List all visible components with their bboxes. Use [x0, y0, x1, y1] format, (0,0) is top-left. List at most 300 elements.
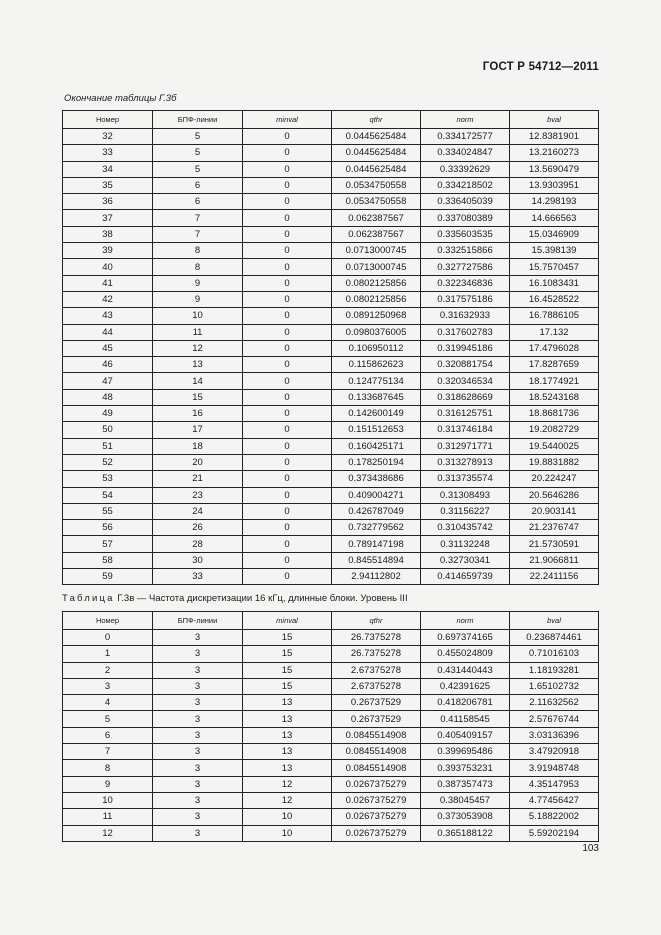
cell-bval: 15.0346909 — [510, 226, 599, 242]
cell-minval: 0 — [243, 243, 332, 259]
cell-minval: 0 — [243, 552, 332, 568]
table-row — [63, 536, 599, 552]
cell-minval: 0 — [243, 226, 332, 242]
cell-number: 1 — [63, 646, 153, 662]
table-row — [63, 406, 599, 422]
cell-qthr: 0.426787049 — [332, 503, 421, 519]
cell-fft-lines: 13 — [153, 357, 243, 373]
cell-norm: 0.319945186 — [421, 340, 510, 356]
cell-norm: 0.327727586 — [421, 259, 510, 275]
cell-minval: 15 — [243, 630, 332, 646]
cell-qthr: 0.0534750558 — [332, 177, 421, 193]
cell-fft-lines: 3 — [153, 776, 243, 792]
cell-bval: 20.5646286 — [510, 487, 599, 503]
cell-norm: 0.32730341 — [421, 552, 510, 568]
cell-fft-lines: 9 — [153, 291, 243, 307]
cell-norm: 0.405409157 — [421, 727, 510, 743]
cell-norm: 0.313735574 — [421, 471, 510, 487]
table-row — [63, 194, 599, 210]
cell-fft-lines: 6 — [153, 177, 243, 193]
cell-bval: 15.398139 — [510, 243, 599, 259]
cell-bval: 2.57676744 — [510, 711, 599, 727]
cell-number: 43 — [63, 308, 153, 324]
table-row — [63, 503, 599, 519]
cell-norm: 0.365188122 — [421, 825, 510, 841]
cell-bval: 15.7570457 — [510, 259, 599, 275]
table2-caption-text: Г.3в — Частота дискретизации 16 кГц, длинные блоки. Уровень III — [114, 593, 408, 604]
table-header-row — [63, 612, 599, 630]
col-header-number: Номер — [63, 612, 153, 630]
cell-bval: 17.8287659 — [510, 357, 599, 373]
cell-fft-lines: 30 — [153, 552, 243, 568]
cell-minval: 13 — [243, 695, 332, 711]
cell-minval: 15 — [243, 646, 332, 662]
cell-fft-lines: 14 — [153, 373, 243, 389]
cell-number: 9 — [63, 776, 153, 792]
cell-qthr: 0.0713000745 — [332, 243, 421, 259]
cell-bval: 20.903141 — [510, 503, 599, 519]
cell-fft-lines: 7 — [153, 226, 243, 242]
cell-bval: 16.4528522 — [510, 291, 599, 307]
table-row — [63, 825, 599, 841]
col-header-fft-lines: БПФ-линии — [153, 612, 243, 630]
cell-number: 35 — [63, 177, 153, 193]
table-row — [63, 569, 599, 585]
cell-bval: 21.9066811 — [510, 552, 599, 568]
cell-norm: 0.318628669 — [421, 389, 510, 405]
cell-minval: 13 — [243, 760, 332, 776]
col-header-qthr: qthr — [332, 612, 421, 630]
cell-number: 53 — [63, 471, 153, 487]
cell-minval: 0 — [243, 357, 332, 373]
cell-qthr: 0.106950112 — [332, 340, 421, 356]
table-row — [63, 389, 599, 405]
cell-number: 6 — [63, 727, 153, 743]
cell-minval: 10 — [243, 809, 332, 825]
cell-minval: 13 — [243, 711, 332, 727]
cell-minval: 0 — [243, 422, 332, 438]
cell-fft-lines: 3 — [153, 695, 243, 711]
cell-minval: 13 — [243, 744, 332, 760]
cell-bval: 3.03136396 — [510, 727, 599, 743]
table-row — [63, 226, 599, 242]
cell-qthr: 0.0534750558 — [332, 194, 421, 210]
cell-bval: 14.298193 — [510, 194, 599, 210]
cell-fft-lines: 18 — [153, 438, 243, 454]
cell-bval: 0.236874461 — [510, 630, 599, 646]
cell-bval: 13.2160273 — [510, 145, 599, 161]
cell-number: 47 — [63, 373, 153, 389]
page-number: 103 — [582, 843, 599, 854]
cell-qthr: 0.0713000745 — [332, 259, 421, 275]
cell-minval: 0 — [243, 194, 332, 210]
cell-fft-lines: 26 — [153, 520, 243, 536]
cell-norm: 0.31308493 — [421, 487, 510, 503]
cell-bval: 20.224247 — [510, 471, 599, 487]
cell-bval: 19.2082729 — [510, 422, 599, 438]
cell-minval: 0 — [243, 324, 332, 340]
cell-fft-lines: 28 — [153, 536, 243, 552]
cell-norm: 0.455024809 — [421, 646, 510, 662]
cell-bval: 16.7886105 — [510, 308, 599, 324]
table-row — [63, 776, 599, 792]
cell-qthr: 0.0802125856 — [332, 275, 421, 291]
cell-number: 34 — [63, 161, 153, 177]
cell-bval: 19.5440025 — [510, 438, 599, 454]
cell-number: 42 — [63, 291, 153, 307]
cell-number: 50 — [63, 422, 153, 438]
cell-fft-lines: 8 — [153, 243, 243, 259]
cell-norm: 0.42391625 — [421, 678, 510, 694]
cell-qthr: 0.0845514908 — [332, 744, 421, 760]
cell-bval: 13.5690479 — [510, 161, 599, 177]
cell-fft-lines: 20 — [153, 454, 243, 470]
cell-fft-lines: 23 — [153, 487, 243, 503]
table2-caption — [62, 593, 408, 604]
cell-minval: 0 — [243, 503, 332, 519]
cell-norm: 0.320346534 — [421, 373, 510, 389]
cell-qthr: 2.67375278 — [332, 678, 421, 694]
cell-bval: 4.35147953 — [510, 776, 599, 792]
cell-number: 51 — [63, 438, 153, 454]
table-row — [63, 662, 599, 678]
table-row — [63, 259, 599, 275]
cell-bval: 21.2376747 — [510, 520, 599, 536]
cell-norm: 0.316125751 — [421, 406, 510, 422]
cell-norm: 0.334172577 — [421, 129, 510, 145]
cell-norm: 0.38045457 — [421, 792, 510, 808]
cell-norm: 0.317602783 — [421, 324, 510, 340]
cell-norm: 0.41158545 — [421, 711, 510, 727]
cell-bval: 21.5730591 — [510, 536, 599, 552]
cell-fft-lines: 3 — [153, 792, 243, 808]
cell-qthr: 0.845514894 — [332, 552, 421, 568]
cell-minval: 0 — [243, 454, 332, 470]
cell-norm: 0.33392629 — [421, 161, 510, 177]
cell-minval: 0 — [243, 340, 332, 356]
cell-norm: 0.335603535 — [421, 226, 510, 242]
cell-number: 49 — [63, 406, 153, 422]
col-header-qthr: qthr — [332, 111, 421, 129]
cell-norm: 0.31132248 — [421, 536, 510, 552]
cell-bval: 18.8681736 — [510, 406, 599, 422]
table-row — [63, 438, 599, 454]
standard-designation: ГОСТ Р 54712—2011 — [482, 61, 599, 73]
cell-norm: 0.393753231 — [421, 760, 510, 776]
table-row — [63, 177, 599, 193]
cell-number: 11 — [63, 809, 153, 825]
table-row — [63, 210, 599, 226]
cell-norm: 0.418206781 — [421, 695, 510, 711]
cell-qthr: 2.94112802 — [332, 569, 421, 585]
table-row — [63, 552, 599, 568]
cell-minval: 0 — [243, 177, 332, 193]
cell-bval: 5.59202194 — [510, 825, 599, 841]
cell-bval: 1.18193281 — [510, 662, 599, 678]
table-g3b — [62, 110, 599, 585]
cell-minval: 0 — [243, 536, 332, 552]
cell-qthr: 0.178250194 — [332, 454, 421, 470]
cell-qthr: 0.0845514908 — [332, 760, 421, 776]
cell-qthr: 0.26737529 — [332, 695, 421, 711]
cell-fft-lines: 3 — [153, 662, 243, 678]
cell-norm: 0.320881754 — [421, 357, 510, 373]
cell-minval: 0 — [243, 406, 332, 422]
table-header-row — [63, 111, 599, 129]
cell-fft-lines: 5 — [153, 129, 243, 145]
cell-fft-lines: 11 — [153, 324, 243, 340]
table-row — [63, 422, 599, 438]
cell-number: 7 — [63, 744, 153, 760]
table-row — [63, 695, 599, 711]
cell-number: 33 — [63, 145, 153, 161]
cell-minval: 0 — [243, 389, 332, 405]
cell-fft-lines: 24 — [153, 503, 243, 519]
cell-bval: 18.5243168 — [510, 389, 599, 405]
cell-qthr: 0.0267375279 — [332, 776, 421, 792]
cell-number: 56 — [63, 520, 153, 536]
table-row — [63, 727, 599, 743]
cell-norm: 0.317575186 — [421, 291, 510, 307]
table-row — [63, 630, 599, 646]
cell-minval: 0 — [243, 373, 332, 389]
cell-qthr: 26.7375278 — [332, 630, 421, 646]
cell-bval: 13.9303951 — [510, 177, 599, 193]
cell-fft-lines: 5 — [153, 145, 243, 161]
cell-fft-lines: 21 — [153, 471, 243, 487]
cell-bval: 17.4796028 — [510, 340, 599, 356]
cell-norm: 0.399695486 — [421, 744, 510, 760]
table-row — [63, 340, 599, 356]
cell-fft-lines: 7 — [153, 210, 243, 226]
cell-number: 5 — [63, 711, 153, 727]
cell-qthr: 0.115862623 — [332, 357, 421, 373]
cell-fft-lines: 17 — [153, 422, 243, 438]
cell-bval: 12.8381901 — [510, 129, 599, 145]
cell-qthr: 0.124775134 — [332, 373, 421, 389]
cell-norm: 0.312971771 — [421, 438, 510, 454]
cell-qthr: 0.0802125856 — [332, 291, 421, 307]
cell-qthr: 0.409004271 — [332, 487, 421, 503]
col-header-norm: norm — [421, 612, 510, 630]
cell-qthr: 0.0445625484 — [332, 161, 421, 177]
cell-bval: 16.1083431 — [510, 275, 599, 291]
cell-norm: 0.373053908 — [421, 809, 510, 825]
table-row — [63, 454, 599, 470]
cell-number: 10 — [63, 792, 153, 808]
col-header-fft-lines: БПФ-линии — [153, 111, 243, 129]
cell-qthr: 0.789147198 — [332, 536, 421, 552]
cell-qthr: 0.0267375279 — [332, 792, 421, 808]
cell-number: 45 — [63, 340, 153, 356]
table-row — [63, 324, 599, 340]
table-row — [63, 809, 599, 825]
table-row — [63, 744, 599, 760]
cell-qthr: 0.26737529 — [332, 711, 421, 727]
cell-bval: 4.77456427 — [510, 792, 599, 808]
cell-minval: 0 — [243, 161, 332, 177]
cell-norm: 0.337080389 — [421, 210, 510, 226]
cell-fft-lines: 6 — [153, 194, 243, 210]
cell-qthr: 0.0891250968 — [332, 308, 421, 324]
cell-minval: 0 — [243, 259, 332, 275]
cell-minval: 15 — [243, 662, 332, 678]
cell-norm: 0.332515866 — [421, 243, 510, 259]
cell-number: 40 — [63, 259, 153, 275]
cell-number: 32 — [63, 129, 153, 145]
cell-fft-lines: 3 — [153, 630, 243, 646]
cell-minval: 15 — [243, 678, 332, 694]
cell-bval: 22.2411156 — [510, 569, 599, 585]
cell-minval: 10 — [243, 825, 332, 841]
table-row — [63, 243, 599, 259]
cell-qthr: 2.67375278 — [332, 662, 421, 678]
cell-minval: 12 — [243, 776, 332, 792]
cell-fft-lines: 3 — [153, 744, 243, 760]
cell-bval: 18.1774921 — [510, 373, 599, 389]
cell-fft-lines: 16 — [153, 406, 243, 422]
col-header-bval: bval — [510, 612, 599, 630]
cell-fft-lines: 12 — [153, 340, 243, 356]
table-row — [63, 520, 599, 536]
cell-number: 3 — [63, 678, 153, 694]
cell-fft-lines: 3 — [153, 825, 243, 841]
cell-number: 39 — [63, 243, 153, 259]
cell-minval: 0 — [243, 291, 332, 307]
cell-fft-lines: 3 — [153, 646, 243, 662]
cell-minval: 0 — [243, 471, 332, 487]
cell-norm: 0.336405039 — [421, 194, 510, 210]
table-row — [63, 678, 599, 694]
cell-number: 55 — [63, 503, 153, 519]
cell-qthr: 0.142600149 — [332, 406, 421, 422]
col-header-bval: bval — [510, 111, 599, 129]
cell-fft-lines: 15 — [153, 389, 243, 405]
cell-number: 48 — [63, 389, 153, 405]
cell-qthr: 0.0980376005 — [332, 324, 421, 340]
cell-number: 59 — [63, 569, 153, 585]
cell-fft-lines: 3 — [153, 760, 243, 776]
cell-minval: 0 — [243, 569, 332, 585]
table-row — [63, 373, 599, 389]
cell-minval: 0 — [243, 129, 332, 145]
table1-caption: Окончание таблицы Г.3б — [64, 93, 177, 104]
cell-number: 57 — [63, 536, 153, 552]
cell-bval: 2.11632562 — [510, 695, 599, 711]
cell-minval: 0 — [243, 308, 332, 324]
table-row — [63, 145, 599, 161]
cell-norm: 0.334218502 — [421, 177, 510, 193]
cell-minval: 12 — [243, 792, 332, 808]
cell-fft-lines: 5 — [153, 161, 243, 177]
cell-minval: 13 — [243, 727, 332, 743]
cell-fft-lines: 3 — [153, 727, 243, 743]
cell-number: 4 — [63, 695, 153, 711]
cell-qthr: 0.062387567 — [332, 210, 421, 226]
cell-qthr: 0.133687645 — [332, 389, 421, 405]
table-row — [63, 711, 599, 727]
cell-qthr: 0.732779562 — [332, 520, 421, 536]
cell-fft-lines: 33 — [153, 569, 243, 585]
cell-norm: 0.31156227 — [421, 503, 510, 519]
col-header-number: Номер — [63, 111, 153, 129]
cell-minval: 0 — [243, 438, 332, 454]
cell-qthr: 0.0845514908 — [332, 727, 421, 743]
table-row — [63, 129, 599, 145]
cell-norm: 0.322346836 — [421, 275, 510, 291]
table-row — [63, 161, 599, 177]
table-row — [63, 291, 599, 307]
cell-minval: 0 — [243, 275, 332, 291]
table-row — [63, 792, 599, 808]
cell-fft-lines: 3 — [153, 678, 243, 694]
col-header-norm: norm — [421, 111, 510, 129]
cell-minval: 0 — [243, 145, 332, 161]
cell-number: 36 — [63, 194, 153, 210]
cell-minval: 0 — [243, 487, 332, 503]
table-row — [63, 357, 599, 373]
cell-qthr: 26.7375278 — [332, 646, 421, 662]
cell-bval: 3.91948748 — [510, 760, 599, 776]
cell-norm: 0.387357473 — [421, 776, 510, 792]
cell-qthr: 0.0445625484 — [332, 145, 421, 161]
cell-number: 44 — [63, 324, 153, 340]
cell-qthr: 0.0445625484 — [332, 129, 421, 145]
cell-bval: 17.132 — [510, 324, 599, 340]
cell-minval: 0 — [243, 520, 332, 536]
cell-norm: 0.313746184 — [421, 422, 510, 438]
cell-norm: 0.31632933 — [421, 308, 510, 324]
cell-qthr: 0.151512653 — [332, 422, 421, 438]
cell-number: 58 — [63, 552, 153, 568]
col-header-minval: minval — [243, 111, 332, 129]
cell-norm: 0.431440443 — [421, 662, 510, 678]
cell-norm: 0.334024847 — [421, 145, 510, 161]
cell-bval: 19.8831882 — [510, 454, 599, 470]
cell-qthr: 0.160425171 — [332, 438, 421, 454]
col-header-minval: minval — [243, 612, 332, 630]
cell-qthr: 0.0267375279 — [332, 809, 421, 825]
cell-number: 12 — [63, 825, 153, 841]
cell-bval: 3.47920918 — [510, 744, 599, 760]
cell-fft-lines: 9 — [153, 275, 243, 291]
cell-fft-lines: 10 — [153, 308, 243, 324]
cell-fft-lines: 3 — [153, 809, 243, 825]
cell-number: 2 — [63, 662, 153, 678]
table-row — [63, 308, 599, 324]
cell-minval: 0 — [243, 210, 332, 226]
cell-number: 8 — [63, 760, 153, 776]
cell-bval: 5.18822002 — [510, 809, 599, 825]
cell-bval: 0.71016103 — [510, 646, 599, 662]
cell-number: 54 — [63, 487, 153, 503]
cell-fft-lines: 3 — [153, 711, 243, 727]
table-row — [63, 487, 599, 503]
cell-number: 46 — [63, 357, 153, 373]
cell-qthr: 0.0267375279 — [332, 825, 421, 841]
cell-number: 37 — [63, 210, 153, 226]
table-row — [63, 646, 599, 662]
cell-number: 41 — [63, 275, 153, 291]
table-row — [63, 471, 599, 487]
table-g3v — [62, 611, 599, 842]
cell-qthr: 0.062387567 — [332, 226, 421, 242]
cell-number: 52 — [63, 454, 153, 470]
table-row — [63, 275, 599, 291]
table2-caption-prefix: Таблица — [62, 593, 115, 604]
cell-fft-lines: 8 — [153, 259, 243, 275]
cell-norm: 0.310435742 — [421, 520, 510, 536]
